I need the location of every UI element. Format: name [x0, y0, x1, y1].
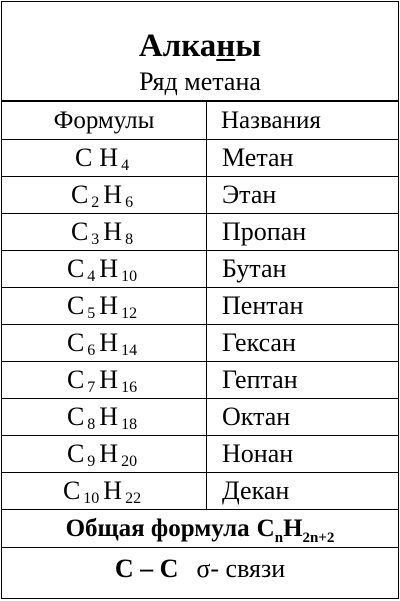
- page-title: [2, 2, 398, 63]
- formula-carbon: C: [66, 402, 85, 431]
- bond-info: [2, 548, 398, 590]
- table-row: [2, 436, 398, 473]
- formula-hydrogen: H: [99, 143, 119, 172]
- formula-carbon: C: [66, 365, 85, 394]
- table-row: [2, 214, 398, 251]
- name-cell: Октан: [222, 402, 291, 431]
- formula-carbon-index: 10: [83, 490, 100, 507]
- name-cell: Этан: [222, 180, 277, 209]
- formula-carbon: C: [66, 328, 85, 357]
- name-cell: Нонан: [222, 439, 294, 468]
- name-cell: Бутан: [222, 254, 287, 283]
- title-part-before: Алка: [138, 28, 217, 64]
- formula-hydrogen: H: [99, 254, 119, 283]
- table-row: [2, 251, 398, 288]
- formula-carbon: C: [74, 143, 93, 172]
- name-cell: Гексан: [222, 328, 296, 357]
- formula-hydrogen: H: [99, 439, 119, 468]
- formula-hydrogen: H: [99, 365, 119, 394]
- formula-hydrogen: H: [99, 291, 119, 320]
- table-row: [2, 399, 398, 436]
- formula-carbon: C: [66, 439, 85, 468]
- formula-cell: [2, 177, 207, 213]
- formula-hydrogen-index: 18: [121, 416, 138, 433]
- table-row: [2, 288, 398, 325]
- formula-hydrogen: H: [103, 180, 123, 209]
- formula-hydrogen-index: 6: [125, 194, 134, 211]
- general-formula-label: Общая формула: [65, 514, 250, 542]
- name-cell: Пропан: [222, 217, 307, 246]
- table-row: [2, 473, 398, 510]
- name-cell: Гептан: [222, 365, 298, 394]
- name-cell: Метан: [222, 143, 294, 172]
- bond-formula: C – C: [114, 554, 179, 583]
- formula-cell: [2, 473, 207, 509]
- column-header-names: Названия: [221, 106, 321, 134]
- formula-hydrogen-index: 12: [121, 305, 138, 322]
- formula-carbon: C: [66, 291, 85, 320]
- table-row: [2, 325, 398, 362]
- formula-hydrogen: H: [103, 217, 123, 246]
- formula-carbon-index: 4: [87, 268, 96, 285]
- formula-carbon-index: 5: [87, 305, 96, 322]
- header: [2, 2, 398, 102]
- formula-cell: [2, 288, 207, 324]
- table-body: [2, 140, 398, 510]
- formula-hydrogen-index: 16: [121, 379, 138, 396]
- formula-hydrogen-index: 10: [121, 268, 138, 285]
- formula-carbon-index: 3: [91, 231, 100, 248]
- general-formula-expression: [256, 514, 335, 546]
- formula-hydrogen-index: 20: [121, 453, 138, 470]
- name-cell: Декан: [222, 476, 290, 505]
- formula-hydrogen-index: 8: [125, 231, 134, 248]
- formula-hydrogen-index: 4: [121, 157, 130, 174]
- title-part-underlined: н: [216, 28, 236, 64]
- general-formula: [2, 510, 398, 548]
- formula-cell: [2, 436, 207, 472]
- formula-hydrogen-index: 22: [125, 490, 142, 507]
- formula-cell: [2, 251, 207, 287]
- name-cell: Пентан: [222, 291, 304, 320]
- alkanes-sheet: [1, 1, 399, 599]
- table-row: [2, 362, 398, 399]
- formula-carbon: C: [62, 476, 81, 505]
- formula-carbon-index: 7: [87, 379, 96, 396]
- formula-cell: [2, 140, 207, 176]
- table-row: [2, 140, 398, 177]
- formula-hydrogen: H: [103, 476, 123, 505]
- general-formula-hydrogen-index: 2n+2: [302, 529, 335, 546]
- formula-carbon-index: 8: [87, 416, 96, 433]
- formula-hydrogen: H: [99, 328, 119, 357]
- table-header-row: [2, 102, 398, 140]
- bond-type: σ- связи: [196, 554, 286, 583]
- formula-carbon: C: [70, 217, 89, 246]
- formula-hydrogen-index: 14: [121, 342, 138, 359]
- formula-carbon-index: 9: [87, 453, 96, 470]
- table-row: [2, 177, 398, 214]
- formula-cell: [2, 362, 207, 398]
- formula-hydrogen: H: [99, 402, 119, 431]
- formula-carbon-index: 2: [91, 194, 100, 211]
- formula-cell: [2, 214, 207, 250]
- title-part-after: ы: [235, 28, 262, 64]
- formula-cell: [2, 399, 207, 435]
- page-subtitle: Ряд метана: [139, 67, 261, 96]
- general-formula-carbon: C: [256, 514, 275, 542]
- formula-cell: [2, 325, 207, 361]
- formula-carbon: C: [70, 180, 89, 209]
- formula-carbon-index: 6: [87, 342, 96, 359]
- general-formula-carbon-index: n: [274, 529, 284, 546]
- formula-carbon: C: [66, 254, 85, 283]
- general-formula-hydrogen: H: [283, 514, 303, 542]
- column-header-formulas: Формулы: [2, 102, 207, 139]
